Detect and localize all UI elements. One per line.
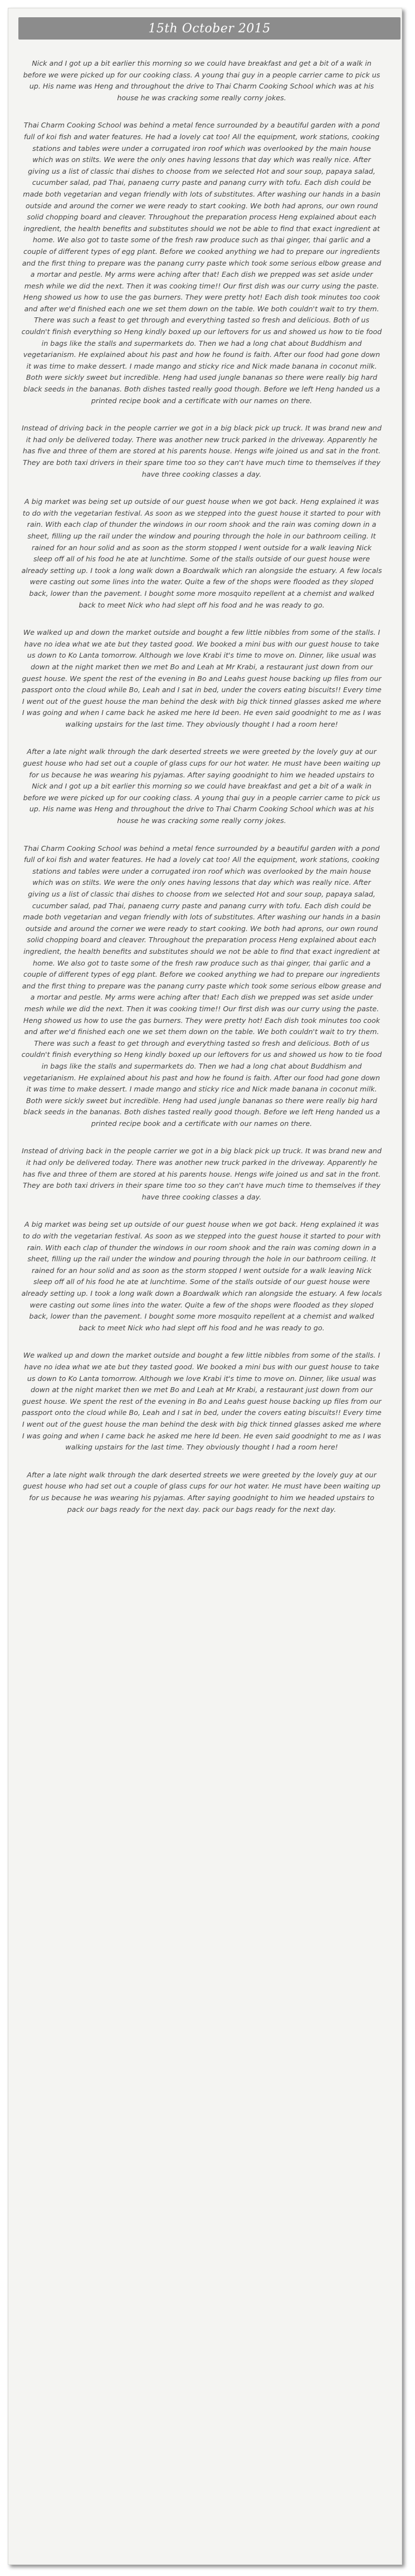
paragraph: We walked up and down the market outside and bought a few little nibbles from some of the stalls. I have no idea what we ate but they tasted good. We booked a mini bus with our guest house to take us down to Ko Lanta tomorrow. Although we love Krabi it's time to move on. Dinner, like usual was down at the night market then we met Bo and Leah at Mr Krabi, a restaurant just down from our guest house. We spent the rest of the evening in Bo and Leahs guest house backing up files from our passport onto the cloud while Bo, Leah and I sat in bed, under the covers eating biscuits!! Every time I went out of the guest house the man behind the desk with big thick tinned glasses asked me where I was going and when I came back he asked me here Id been. He even said goodnight to me as I was walking upstairs for the last time. They obviously thought I had a room here! — [22, 628, 382, 728]
paragraph: Instead of driving back in the people carrier we got in a big black pick up truck. It was brand new and it had only be delivered today. There was another new truck parked in the driveway. Apparently he has five and three of them are stored at his parents house. Hengs wife joined us and sat in the front. They are both taxi drivers in their spare time too so they can't have much time to themselves if they have three cooking classes a day. — [21, 424, 382, 478]
paragraph: A big market was being set up outside of our guest house when we got back. Heng explained it was to do with the vegetarian festival. As soon as we stepped into the guest house it started to pour with rain. With each clap of thunder the windows in our room shook and the rain was coming down in a sheet, filling up the rail under the window and pouring through the hole in our bathroom ceiling. It rained for an hour solid and as soon as the storm stopped I went outside for a walk leaving Nick sleep off all of his food he ate at lunchtime. Some of the stalls outside of our guest house were already setting up. I took a long walk down a Boardwalk which ran alongside the estuary. A few locals were casting out some lines into the water. Quite a few of the shops were flooded as they sloped back, lower than the pavement. I bought some more mosquito repellent at a chemist and walked back to meet Nick who had slept off his food and he was ready to go. — [21, 1220, 382, 1332]
paragraph: We walked up and down the market outside and bought a few little nibbles from some of the stalls. I have no idea what we ate but they tasted good. We booked a mini bus with our guest house to take us down to Ko Lanta tomorrow. Although we love Krabi it's time to move on. Dinner, like usual was down at the night market then we met Bo and Leah at Mr Krabi, a restaurant just down from our guest house. We spent the rest of the evening in Bo and Leahs guest house backing up files from our passport onto the cloud while Bo, Leah and I sat in bed, under the covers eating biscuits!! Every time I went out of the guest house the man behind the desk with big thick tinned glasses asked me where I was going and when I came back he asked me here Id been. He even said goodnight to me as I was walking upstairs for the last time. They obviously thought I had a room here! — [22, 1351, 382, 1452]
paragraph: Instead of driving back in the people carrier we got in a big black pick up truck. It was brand new and it had only be delivered today. There was another new truck parked in the driveway. Apparently he has five and three of them are stored at his parents house. Hengs wife joined us and sat in the front. They are both taxi drivers in their spare time too so they can't have much time to themselves if they have three cooking classes a day. — [21, 1147, 382, 1201]
paragraph: Thai Charm Cooking School was behind a metal fence surrounded by a beautiful garden with a pond full of koi fish and water features. He had a lovely cat too! All the equipment, work stations, cooking stations and tables were under a corrugated iron roof which was overlooked by the main house which was on stilts. We were the only ones having lessons that day which was really nice. After giving us a list of classic thai dishes to choose from we selected Hot and sour soup, papaya salad, cucumber salad, pad Thai, panaeng curry paste and panang curry with tofu. Each dish could be made both vegetarian and vegan friendly with lots of substitutes. After washing our hands in a basin outside and around the corner we were ready to start cooking. We both had aprons, our own round solid chopping board and cleaver. Throughout the preparation process Heng explained about each ingredient, the health benefits and substitutes should we not be able to find that exact ingredient at home. We also got to taste some of the fresh raw produce such as thai ginger, thai garlic and a couple of different types of egg plant. Before we cooked anything we had to prepare our ingredients and the first thing to prepare was the panang curry paste which took some serious elbow grease and a mortar and pestle. My arms were aching after that! Each dish we prepped was set aside under mesh while we did the next. Then it was cooking time!! Our first dish was our curry using the paste. Heng showed us how to use the gas burners. They were pretty hot! Each dish took minutes too cook and after we'd finished each one we set them down on the table. We both couldn't wait to try them. There was such a feast to get through and everything tasted so fresh and delicious. Both of us couldn't finish everything so Heng kindly boxed up our leftovers for us and showed us how to tie food in bags like the stalls and supermarkets do. Then we had a long chat about Buddhism and vegetarianism. He explained about his past and how he found is faith. After our food had gone down it was time to make dessert. I made mango and sticky rice and Nick made banana in coconut milk. Both were sickly sweet but incredible. Heng had used jungle bananas so there were really big hard black seeds in the bananas. Both dishes tasted really good though. Before we left Heng handed us a printed recipe book and a certificate with our names on there. — [21, 844, 382, 1128]
title-bar — [18, 17, 401, 40]
paragraph: A big market was being set up outside of our guest house when we got back. Heng explained it was to do with the vegetarian festival. As soon as we stepped into the guest house it started to pour with rain. With each clap of thunder the windows in our room shook and the rain was coming down in a sheet, filling up the rail under the window and pouring through the hole in our bathroom ceiling. It rained for an hour solid and as soon as the storm stopped I went outside for a walk leaving Nick sleep off all of his food he ate at lunchtime. Some of the stalls outside of our guest house were already setting up. I took a long walk down a Boardwalk which ran alongside the estuary. A few locals were casting out some lines into the water. Quite a few of the shops were flooded as they sloped back, lower than the pavement. I bought some more mosquito repellent at a chemist and walked back to meet Nick who had slept off his food and he was ready to go. — [21, 497, 382, 609]
entry-date-title: 15th October 2015 — [148, 21, 271, 36]
paragraph: After a late night walk through the dark deserted streets we were greeted by the lovely guy at our guest house who had set out a couple of glass cups for our hot water. He must have been waiting up for us because he was wearing his pyjamas. After saying goodnight to him we headed upstairs to Nick and I got up a bit earlier this morning so we could have breakfast and get a bit of a walk in before we were picked up for our cooking class. A young thai guy in a people carrier came to pick us up. His name was Heng and throughout the drive to Thai Charm Cooking School which was at his house he was cracking some really corny jokes. — [23, 747, 380, 825]
paragraph: After a late night walk through the dark deserted streets we were greeted by the lovely guy at our guest house who had set out a couple of glass cups for our hot water. He must have been waiting up for us because he was wearing his pyjamas. After saying goodnight to him we headed upstairs to pack our bags ready for the next day. pack our bags ready for the next day. — [23, 1470, 380, 1514]
paragraph: Nick and I got up a bit earlier this morning so we could have breakfast and get a bit of a walk in before we were picked up for our cooking class. A young thai guy in a people carrier came to pick us up. His name was Heng and throughout the drive to Thai Charm Cooking School which was at his house he was cracking some really corny jokes. — [23, 59, 380, 102]
journal-content — [21, 58, 382, 1531]
paragraph: Thai Charm Cooking School was behind a metal fence surrounded by a beautiful garden with a pond full of koi fish and water features. He had a lovely cat too! All the equipment, work stations, cooking stations and tables were under a corrugated iron roof which was overlooked by the main house which was on stilts. We were the only ones having lessons that day which was really nice. After giving us a list of classic thai dishes to choose from we selected Hot and sour soup, papaya salad, cucumber salad, pad Thai, panaeng curry paste and panang curry with tofu. Each dish could be made both vegetarian and vegan friendly with lots of substitutes. After washing our hands in a basin outside and around the corner we were ready to start cooking. We both had aprons, our own round solid chopping board and cleaver. Throughout the preparation process Heng explained about each ingredient, the health benefits and substitutes should we not be able to find that exact ingredient at home. We also got to taste some of the fresh raw produce such as thai ginger, thai garlic and a couple of different types of egg plant. Before we cooked anything we had to prepare our ingredients and the first thing to prepare was the panang curry paste which took some serious elbow grease and a mortar and pestle. My arms were aching after that! Each dish we prepped was set aside under mesh while we did the next. Then it was cooking time!! Our first dish was our curry using the paste. Heng showed us how to use the gas burners. They were pretty hot! Each dish took minutes too cook and after we'd finished each one we set them down on the table. We both couldn't wait to try them. There was such a feast to get through and everything tasted so fresh and delicious. Both of us couldn't finish everything so Heng kindly boxed up our leftovers for us and showed us how to tie food in bags like the stalls and supermarkets do. Then we had a long chat about Buddhism and vegetarianism. He explained about his past and how he found is faith. After our food had gone down it was time to make dessert. I made mango and sticky rice and Nick made banana in coconut milk. Both were sickly sweet but incredible. Heng had used jungle bananas so there were really big hard black seeds in the bananas. Both dishes tasted really good though. Before we left Heng handed us a printed recipe book and a certificate with our names on there. — [21, 121, 382, 405]
